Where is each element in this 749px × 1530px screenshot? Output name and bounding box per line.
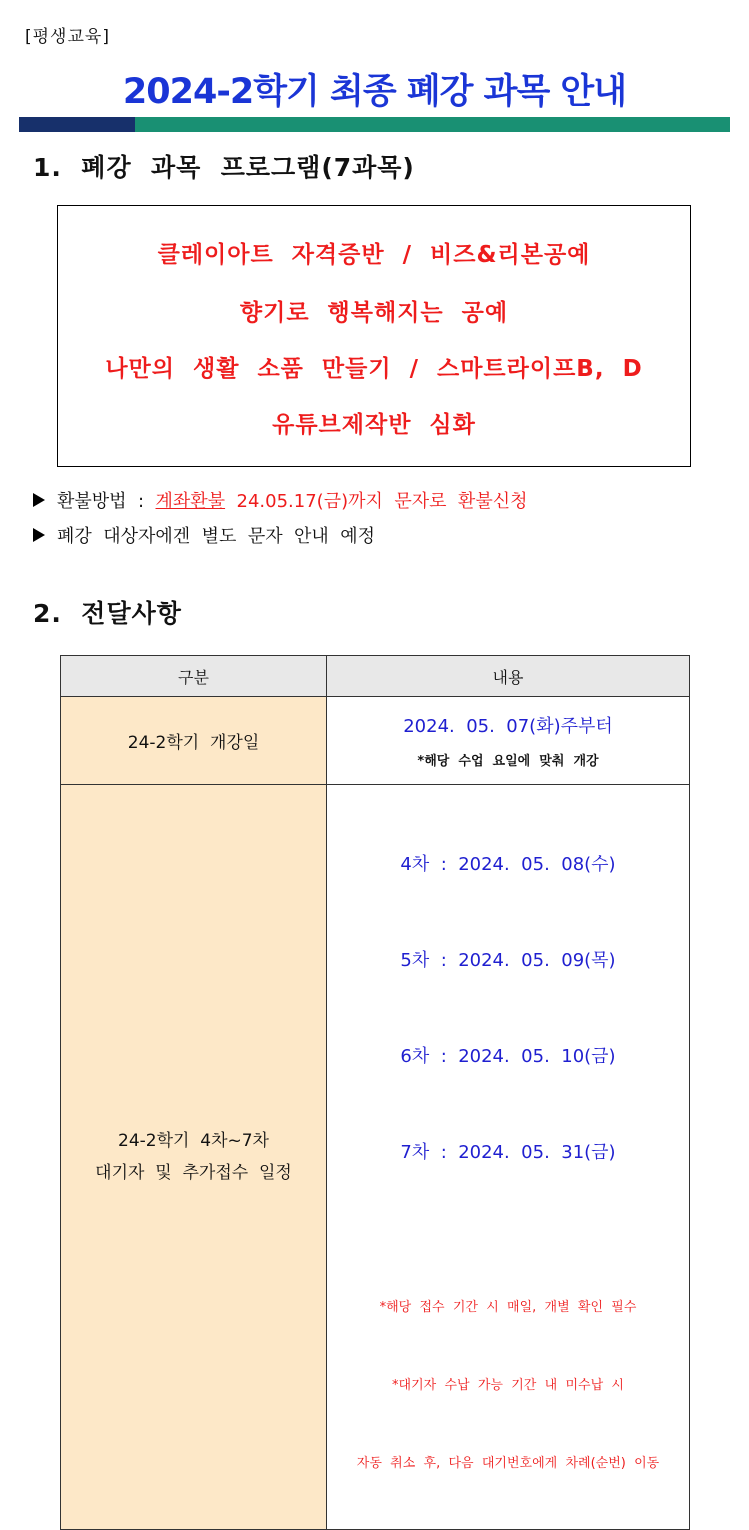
opening-day-label: 24-2학기 개강일 [127, 733, 260, 753]
schedule-item: 6차 : 2024. 05. 10(금) [400, 1046, 616, 1067]
row-label [61, 697, 327, 785]
notice-bullet [33, 522, 375, 548]
opening-date: 2024. 05. 07(화)주부터 [403, 716, 613, 737]
refund-bullet [33, 487, 528, 513]
schedule-note: *해당 접수 기간 시 매일, 개별 확인 필수 [379, 1300, 637, 1315]
row-content [327, 785, 690, 1530]
refund-method: 계좌환불 [155, 491, 226, 512]
schedule-note: 자동 취소 후, 다음 대기번호에게 차례(순번) 이동 [356, 1456, 660, 1471]
schedule-item: 4차 : 2024. 05. 08(수) [400, 854, 616, 875]
course-line-1: 클레이아트 자격증반 / 비즈&리본공예 [157, 242, 591, 268]
schedule-note: *대기자 수납 가능 기간 내 미수납 시 [392, 1378, 624, 1393]
cancelled-courses-box [57, 205, 691, 467]
table-header-row [61, 656, 690, 697]
title-divider-teal [135, 117, 730, 132]
course-line-3: 나만의 생활 소품 만들기 / 스마트라이프B, D [105, 356, 643, 382]
section2-heading: 2. 전달사항 [33, 599, 182, 628]
page-title: 2024-2학기 최종 폐강 과목 안내 [122, 72, 627, 112]
course-line-2: 향기로 행복해지는 공예 [239, 300, 509, 326]
course-line-4: 유튜브제작반 심화 [272, 412, 476, 438]
refund-detail: 24.05.17(금)까지 문자로 환불신청 [225, 491, 528, 512]
refund-label: 환불방법 : [57, 491, 156, 512]
table-row [61, 697, 690, 785]
bullet-triangle-icon [33, 493, 45, 507]
info-table [60, 655, 690, 1530]
opening-note: *해당 수업 요일에 맞춰 개강 [417, 754, 599, 769]
table-row [61, 785, 690, 1530]
title-divider-navy [19, 117, 135, 132]
bullet-triangle-icon [33, 528, 45, 542]
row-content [327, 697, 690, 785]
row-label [61, 785, 327, 1530]
category-tag: [평생교육] [25, 27, 110, 47]
schedule-item: 7차 : 2024. 05. 31(금) [400, 1142, 616, 1163]
notice-text: 폐강 대상자에겐 별도 문자 안내 예정 [57, 526, 376, 547]
waitlist-label-line1: 24-2학기 4차~7차 [118, 1131, 269, 1151]
col-header-content: 내용 [327, 656, 690, 697]
col-header-category: 구분 [61, 656, 327, 697]
schedule-item: 5차 : 2024. 05. 09(목) [400, 950, 616, 971]
waitlist-label-line2: 대기자 및 추가접수 일정 [95, 1163, 292, 1183]
section1-heading: 1. 폐강 과목 프로그램(7과목) [33, 153, 415, 182]
